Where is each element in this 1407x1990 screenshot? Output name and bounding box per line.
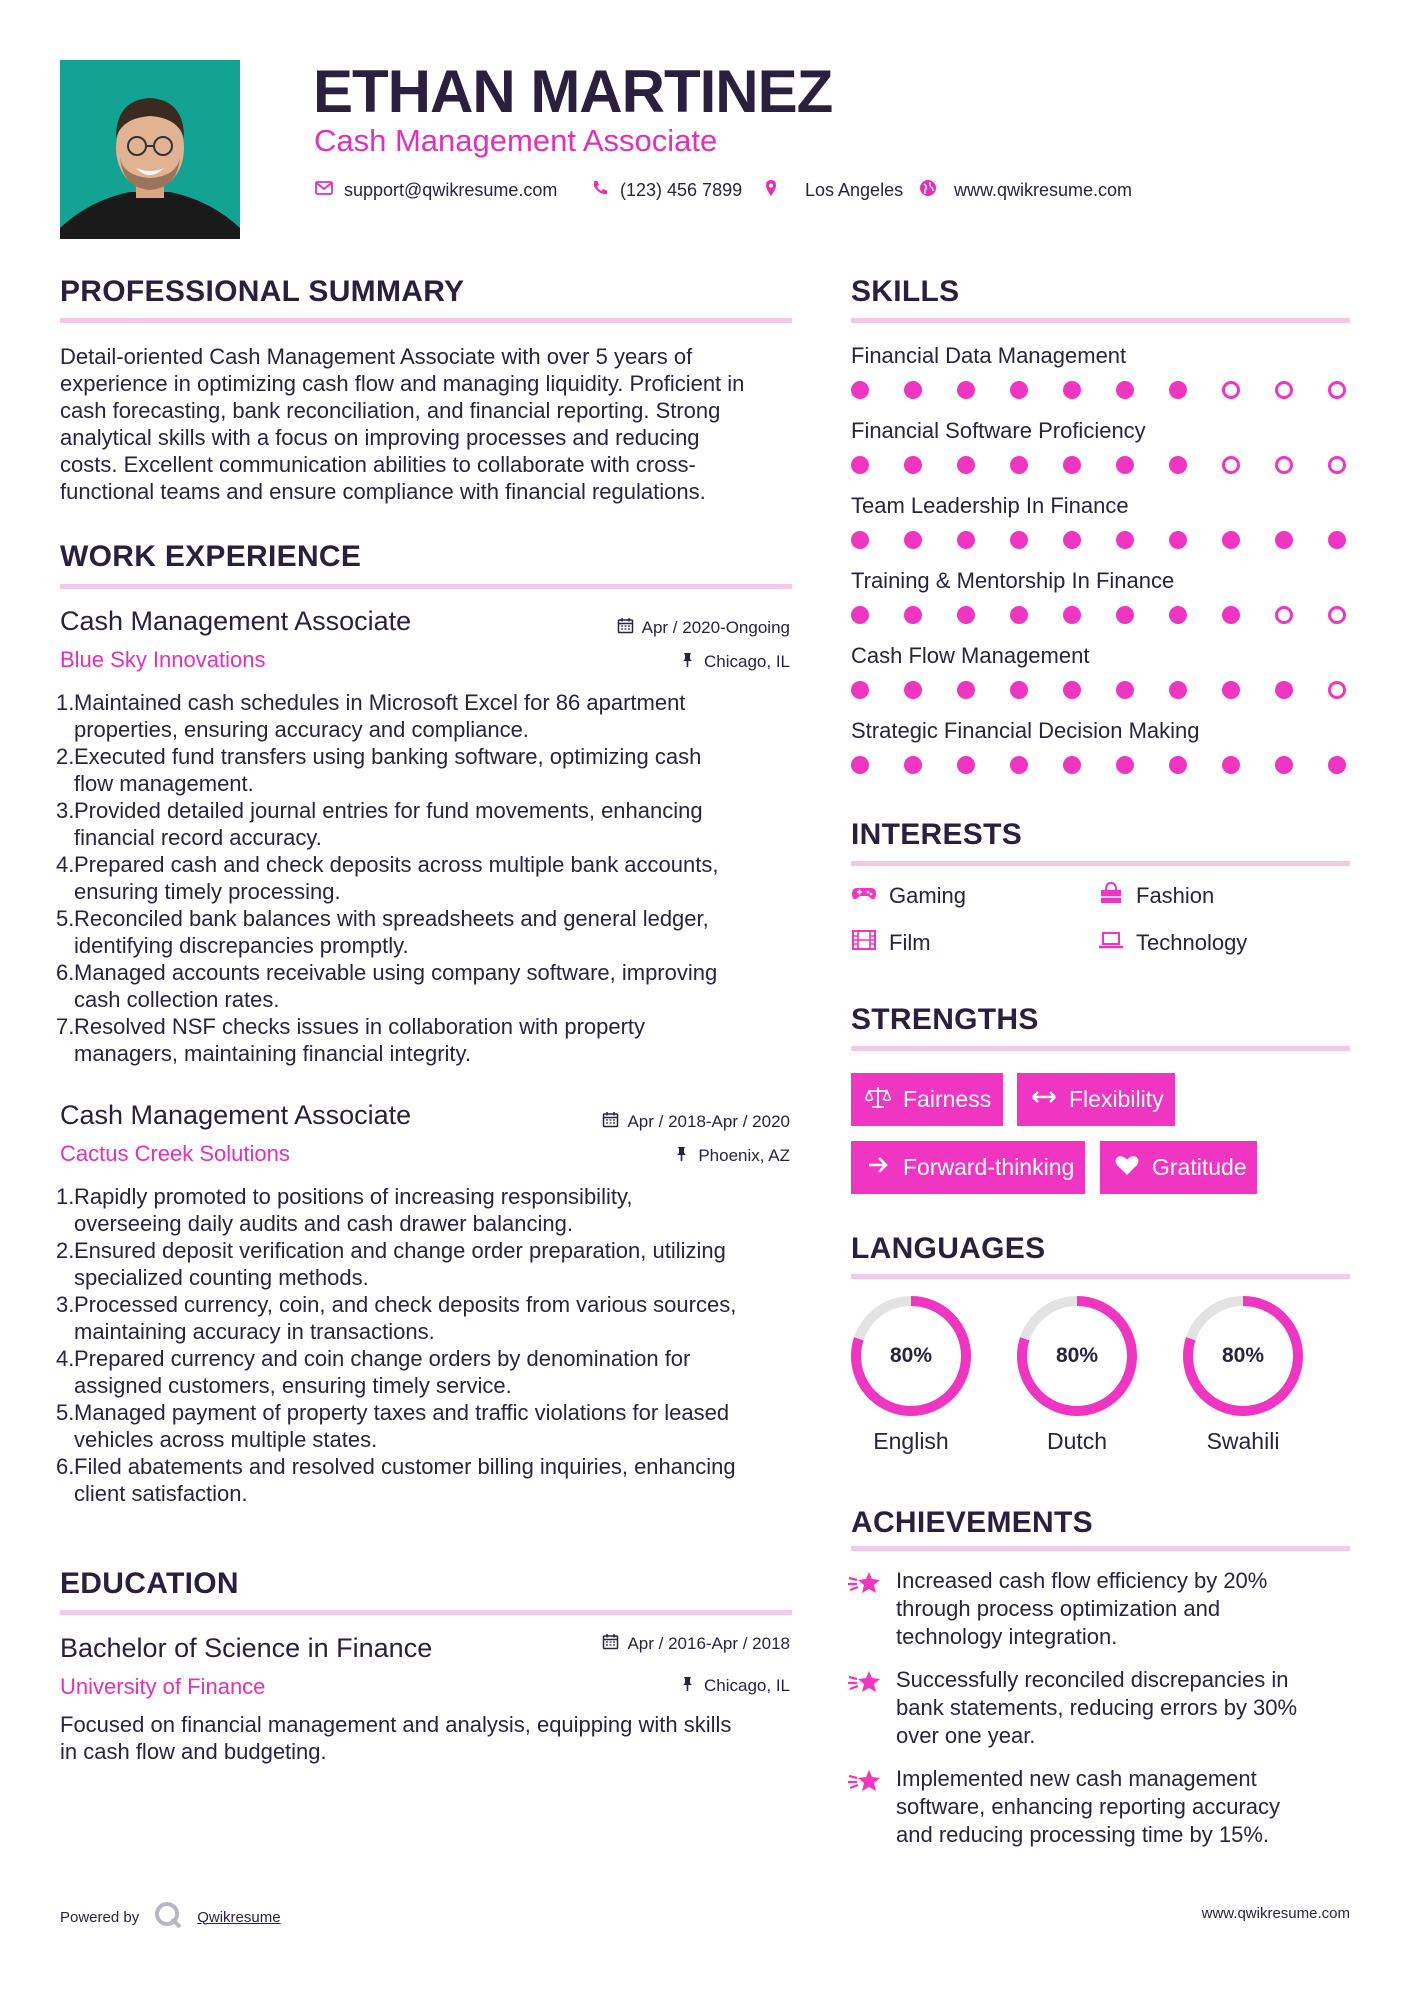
contact-location <box>761 178 903 202</box>
interest-label: Gaming <box>889 883 967 908</box>
list-item <box>56 689 806 743</box>
job-location-text: Chicago, IL <box>704 652 790 671</box>
company-name: Cactus Creek Solutions <box>60 1141 290 1166</box>
email-text: support@qwikresume.com <box>344 179 558 200</box>
rating-dot-filled <box>1010 456 1028 474</box>
rating-dot-empty <box>1328 381 1346 399</box>
item-number: 2. <box>56 1238 75 1263</box>
achievement-text <box>896 1765 1351 1849</box>
item-line: client satisfaction. <box>74 1481 248 1506</box>
list-item <box>56 1237 806 1291</box>
rating-dot-filled <box>957 756 975 774</box>
interest-fashion <box>1098 882 1214 910</box>
strength-label: Gratitude <box>1152 1154 1247 1180</box>
rating-dot-filled <box>1010 681 1028 699</box>
language-ring <box>1181 1294 1305 1418</box>
profile-photo <box>60 60 240 239</box>
rating-dot-filled <box>1222 756 1240 774</box>
item-number: 5. <box>56 1400 75 1425</box>
strengths-heading: STRENGTHS <box>851 1003 1039 1036</box>
rating-dot-empty <box>1275 456 1293 474</box>
skill-label: Financial Software Proficiency <box>851 418 1146 443</box>
job-location-text: Phoenix, AZ <box>698 1146 790 1165</box>
balance-scale-icon <box>865 1085 891 1115</box>
strength-label: Forward-thinking <box>903 1154 1075 1180</box>
shooting-star-icon <box>847 1568 883 1598</box>
item-line: Executed fund transfers using banking software, optimizing cash <box>74 744 702 769</box>
achievement-line: and reducing processing time by 15%. <box>896 1822 1269 1847</box>
summary-line: Detail-oriented Cash Management Associate with over 5 years of <box>60 344 693 369</box>
rating-dot-empty <box>1275 606 1293 624</box>
rating-dot-empty <box>1222 381 1240 399</box>
map-pin-icon <box>761 178 781 203</box>
languages-heading: LANGUAGES <box>851 1232 1046 1265</box>
rating-dot-empty <box>1328 681 1346 699</box>
strength-badge <box>1017 1073 1175 1126</box>
item-line: properties, ensuring accuracy and compliance. <box>74 717 529 742</box>
company-name: Blue Sky Innovations <box>60 647 266 672</box>
film-icon <box>851 929 877 957</box>
achievement-line: Implemented new cash management <box>896 1766 1257 1791</box>
item-line: ensuring timely processing. <box>74 879 341 904</box>
list-item <box>56 743 806 797</box>
rating-dot-filled <box>904 606 922 624</box>
achievement-line: Increased cash flow efficiency by 20% <box>896 1568 1268 1593</box>
rating-dot-filled <box>1169 381 1187 399</box>
rating-dot-filled <box>1010 531 1028 549</box>
rating-dot-empty <box>1328 456 1346 474</box>
education-location <box>679 1675 790 1697</box>
item-line: managers, maintaining financial integrity. <box>74 1041 472 1066</box>
strengths-divider <box>851 1046 1350 1051</box>
education-description <box>60 1711 800 1765</box>
rating-dot-filled <box>1063 531 1081 549</box>
skill-label: Strategic Financial Decision Making <box>851 718 1200 743</box>
rating-dot-filled <box>904 531 922 549</box>
job-dates-text: Apr / 2018-Apr / 2020 <box>627 1112 790 1131</box>
rating-dot-filled <box>904 756 922 774</box>
item-line: specialized counting methods. <box>74 1265 369 1290</box>
rating-dot-filled <box>851 756 869 774</box>
item-line: Provided detailed journal entries for fund movements, enhancing <box>74 798 703 823</box>
achievement-text <box>896 1666 1351 1750</box>
rating-dot-filled <box>1169 531 1187 549</box>
rating-dot-filled <box>1169 756 1187 774</box>
summary-heading: PROFESSIONAL SUMMARY <box>60 275 465 308</box>
summary-text <box>60 343 800 505</box>
skill-rating <box>851 381 1351 401</box>
rating-dot-filled <box>957 456 975 474</box>
candidate-name: ETHAN MARTINEZ <box>313 58 833 125</box>
skill-label: Cash Flow Management <box>851 643 1090 668</box>
item-line: Processed currency, coin, and check deposits from various sources, <box>74 1292 737 1317</box>
summary-line: functional teams and ensure compliance with financial regulations. <box>60 479 706 504</box>
footer-branding <box>60 1900 281 1934</box>
summary-line: analytical skills with a focus on improving processes and reducing <box>60 425 700 450</box>
brand-link[interactable]: Qwikresume <box>197 1908 281 1926</box>
experience-heading: WORK EXPERIENCE <box>60 540 362 573</box>
achievements-heading: ACHIEVEMENTS <box>851 1506 1093 1539</box>
calendar-icon <box>617 617 634 639</box>
item-line: Reconciled bank balances with spreadsheets and general ledger, <box>74 906 709 931</box>
item-line: Rapidly promoted to positions of increasing responsibility, <box>74 1184 633 1209</box>
rating-dot-filled <box>851 681 869 699</box>
item-line: vehicles across multiple states. <box>74 1427 378 1452</box>
item-line: Maintained cash schedules in Microsoft Excel for 86 apartment <box>74 690 686 715</box>
rating-dot-filled <box>957 681 975 699</box>
language-name: Swahili <box>1206 1428 1280 1454</box>
job-dates <box>617 617 790 639</box>
phone-icon <box>590 178 610 203</box>
rating-dot-filled <box>1222 681 1240 699</box>
job-dates-text: Apr / 2020-Ongoing <box>641 618 790 637</box>
skill-rating <box>851 756 1351 776</box>
item-line: flow management. <box>74 771 254 796</box>
phone-text: (123) 456 7899 <box>620 179 743 200</box>
website-text: www.qwikresume.com <box>954 179 1133 200</box>
rating-dot-filled <box>1275 681 1293 699</box>
interest-gaming <box>851 882 966 910</box>
interest-label: Technology <box>1136 930 1248 955</box>
item-line: Resolved NSF checks issues in collaboration with property <box>74 1014 646 1039</box>
rating-dot-filled <box>851 606 869 624</box>
heart-icon <box>1114 1153 1140 1183</box>
achievement-text <box>896 1567 1351 1651</box>
rating-dot-filled <box>1275 756 1293 774</box>
job-location <box>679 651 790 673</box>
gamepad-icon <box>851 882 877 910</box>
pushpin-icon <box>673 1145 690 1167</box>
item-line: overseeing daily audits and cash drawer balancing. <box>74 1211 573 1236</box>
education-location-text: Chicago, IL <box>704 1676 790 1695</box>
item-line: Prepared cash and check deposits across multiple bank accounts, <box>74 852 719 877</box>
rating-dot-empty <box>1328 606 1346 624</box>
language-percent: 80% <box>1221 1344 1265 1367</box>
rating-dot-filled <box>1063 681 1081 699</box>
arrows-horizontal-icon <box>1031 1085 1057 1115</box>
language-ring <box>849 1294 973 1418</box>
rating-dot-filled <box>904 381 922 399</box>
shooting-star-icon <box>847 1667 883 1697</box>
envelope-icon <box>314 178 334 203</box>
list-item <box>56 1453 806 1507</box>
item-number: 3. <box>56 798 75 823</box>
list-item <box>56 1183 806 1237</box>
item-line: cash collection rates. <box>74 987 280 1012</box>
list-item <box>56 1291 806 1345</box>
achievement-line: through process optimization and <box>896 1596 1221 1621</box>
qwikresume-logo-icon <box>153 1900 183 1934</box>
rating-dot-empty <box>1222 456 1240 474</box>
rating-dot-filled <box>1063 756 1081 774</box>
skill-rating <box>851 531 1351 551</box>
job-title: Cash Management Associate <box>60 1100 412 1130</box>
rating-dot-filled <box>1116 606 1134 624</box>
rating-dot-filled <box>1328 756 1346 774</box>
strength-badge <box>851 1141 1085 1194</box>
experience-divider <box>60 584 792 589</box>
rating-dot-filled <box>1010 606 1028 624</box>
achievement-line: over one year. <box>896 1723 1036 1748</box>
job-dates <box>602 1111 790 1133</box>
rating-dot-empty <box>1275 381 1293 399</box>
skills-heading: SKILLS <box>851 275 960 308</box>
shooting-star-icon <box>847 1766 883 1796</box>
languages-divider <box>851 1274 1350 1279</box>
item-number: 4. <box>56 852 75 877</box>
skill-rating <box>851 681 1351 701</box>
footer-website[interactable]: www.qwikresume.com <box>1201 1905 1350 1922</box>
job-bullets <box>56 689 806 1067</box>
list-item <box>56 959 806 1013</box>
globe-icon <box>918 178 938 203</box>
item-line: maintaining accuracy in transactions. <box>74 1319 435 1344</box>
item-number: 2. <box>56 744 75 769</box>
summary-line: costs. Excellent communication abilities to collaborate with cross- <box>60 452 696 477</box>
item-number: 6. <box>56 960 75 985</box>
interest-label: Fashion <box>1136 883 1215 908</box>
list-item <box>56 1345 806 1399</box>
item-number: 7. <box>56 1014 75 1039</box>
skill-label: Training & Mentorship In Finance <box>851 568 1175 593</box>
rating-dot-filled <box>1169 456 1187 474</box>
degree-title: Bachelor of Science in Finance <box>60 1633 433 1663</box>
rating-dot-filled <box>1063 456 1081 474</box>
skill-label: Financial Data Management <box>851 343 1127 368</box>
list-item <box>56 851 806 905</box>
list-item <box>56 1013 806 1067</box>
language-percent: 80% <box>1055 1344 1099 1367</box>
rating-dot-filled <box>957 381 975 399</box>
achievements-divider <box>851 1546 1350 1551</box>
strength-label: Flexibility <box>1069 1086 1164 1112</box>
rating-dot-filled <box>1275 531 1293 549</box>
rating-dot-filled <box>851 531 869 549</box>
pushpin-icon <box>679 651 696 673</box>
education-dates-text: Apr / 2016-Apr / 2018 <box>627 1634 790 1653</box>
skill-label: Team Leadership In Finance <box>851 493 1129 518</box>
summary-divider <box>60 318 792 323</box>
rating-dot-filled <box>851 456 869 474</box>
language-name: Dutch <box>1046 1428 1108 1454</box>
item-line: Filed abatements and resolved customer billing inquiries, enhancing <box>74 1454 736 1479</box>
education-dates <box>602 1633 790 1655</box>
item-line: Prepared currency and coin change orders by denomination for <box>74 1346 691 1371</box>
rating-dot-filled <box>1116 381 1134 399</box>
item-line: assigned customers, ensuring timely service. <box>74 1373 512 1398</box>
list-item <box>56 905 806 959</box>
item-line: identifying discrepancies promptly. <box>74 933 409 958</box>
interest-technology <box>1098 929 1247 957</box>
item-number: 1. <box>56 690 75 715</box>
rating-dot-filled <box>1010 756 1028 774</box>
achievement-line: software, enhancing reporting accuracy <box>896 1794 1280 1819</box>
interests-divider <box>851 861 1350 866</box>
list-item <box>56 1399 806 1453</box>
rating-dot-filled <box>904 681 922 699</box>
job-location <box>673 1145 790 1167</box>
item-number: 6. <box>56 1454 75 1479</box>
rating-dot-filled <box>1169 681 1187 699</box>
rating-dot-filled <box>1116 531 1134 549</box>
shopping-bag-icon <box>1098 882 1124 910</box>
language-name: English <box>873 1428 949 1454</box>
rating-dot-filled <box>1010 381 1028 399</box>
item-line: Managed accounts receivable using company software, improving <box>74 960 718 985</box>
contact-phone[interactable] <box>590 178 742 202</box>
calendar-icon <box>602 1633 619 1655</box>
rating-dot-filled <box>1116 756 1134 774</box>
summary-line: cash forecasting, bank reconciliation, and financial reporting. Strong <box>60 398 721 423</box>
item-number: 5. <box>56 906 75 931</box>
language-ring <box>1015 1294 1139 1418</box>
strength-badge <box>1100 1141 1257 1194</box>
rating-dot-filled <box>957 531 975 549</box>
summary-line: experience in optimizing cash flow and managing liquidity. Proficient in <box>60 371 745 396</box>
skills-divider <box>851 318 1350 323</box>
rating-dot-filled <box>1063 381 1081 399</box>
rating-dot-filled <box>1328 531 1346 549</box>
strength-badge <box>851 1073 1003 1126</box>
laptop-icon <box>1098 929 1124 957</box>
strength-label: Fairness <box>903 1086 992 1112</box>
item-number: 3. <box>56 1292 75 1317</box>
skill-rating <box>851 606 1351 626</box>
job-title: Cash Management Associate <box>60 606 412 636</box>
contact-email[interactable] <box>314 178 557 202</box>
education-line: Focused on financial management and analysis, equipping with skills <box>60 1712 732 1737</box>
item-line: Managed payment of property taxes and traffic violations for leased <box>74 1400 730 1425</box>
calendar-icon <box>602 1111 619 1133</box>
list-item <box>56 797 806 851</box>
item-line: Ensured deposit verification and change order preparation, utilizing <box>74 1238 726 1263</box>
rating-dot-filled <box>1116 456 1134 474</box>
education-line: in cash flow and budgeting. <box>60 1739 327 1764</box>
rating-dot-filled <box>957 606 975 624</box>
rating-dot-filled <box>1222 606 1240 624</box>
education-heading: EDUCATION <box>60 1567 239 1600</box>
achievement-line: Successfully reconciled discrepancies in <box>896 1667 1289 1692</box>
rating-dot-filled <box>904 456 922 474</box>
achievement-line: bank statements, reducing errors by 30% <box>896 1695 1298 1720</box>
education-divider <box>60 1610 792 1615</box>
rating-dot-filled <box>1169 606 1187 624</box>
rating-dot-filled <box>851 381 869 399</box>
interests-heading: INTERESTS <box>851 818 1023 851</box>
item-number: 1. <box>56 1184 75 1209</box>
interest-label: Film <box>889 930 931 955</box>
job-bullets <box>56 1183 806 1507</box>
interest-film <box>851 929 931 957</box>
rating-dot-filled <box>1222 531 1240 549</box>
arrow-right-icon <box>865 1153 891 1183</box>
skill-rating <box>851 456 1351 476</box>
candidate-role: Cash Management Associate <box>314 123 718 158</box>
item-line: financial record accuracy. <box>74 825 322 850</box>
item-number: 4. <box>56 1346 75 1371</box>
powered-by-text: Powered by <box>60 1908 140 1926</box>
location-text: Los Angeles <box>805 179 904 200</box>
rating-dot-filled <box>1116 681 1134 699</box>
school-name: University of Finance <box>60 1674 266 1699</box>
contact-website[interactable] <box>918 178 1132 202</box>
achievement-line: technology integration. <box>896 1624 1118 1649</box>
language-percent: 80% <box>889 1344 933 1367</box>
rating-dot-filled <box>1063 606 1081 624</box>
pushpin-icon <box>679 1675 696 1697</box>
